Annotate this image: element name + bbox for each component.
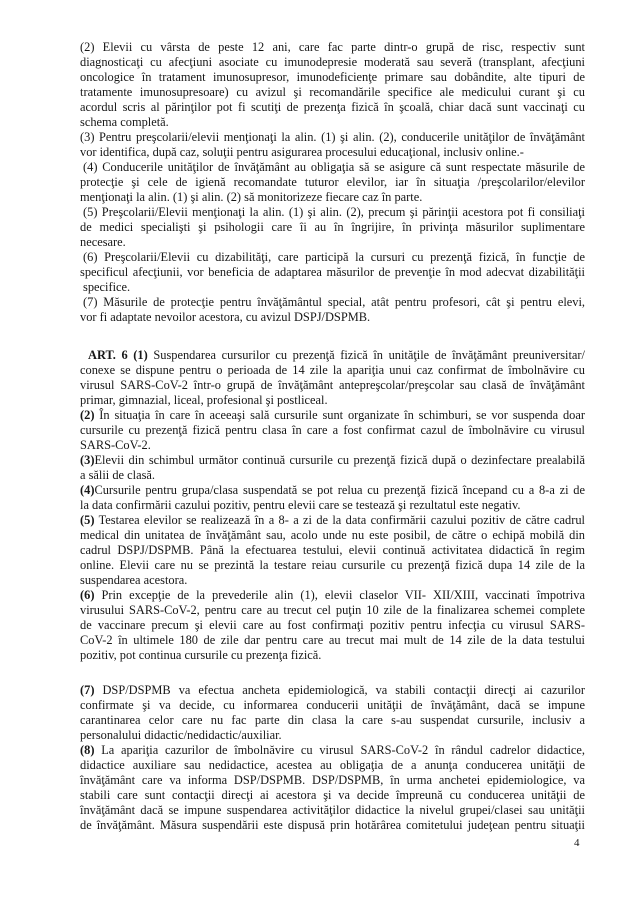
text-line: virusului SARS-CoV-2, pentru care au trecut cel puţin 10 zile de la finalizarea schemei complete: [80, 603, 585, 617]
text-line: [80, 453, 585, 468]
page-number: 4: [574, 837, 580, 849]
text-line: de medici specialişti şi psihologii care îi au în îngrijire, în privinţa măsurilor suplimentare: [80, 220, 585, 234]
paragraph-text: Prin excepţie de la prevederile alin (1), elevii claselor VII- XII/XIII, vaccinati împotriva: [94, 588, 585, 602]
text-line: (7) Măsurile de protecţie pentru învăţământul special, atât pentru profesori, cât şi pentru elevi,: [83, 295, 585, 309]
text-line: suspendarea acestora.: [80, 573, 188, 587]
text-line: specificul afecţiunii, vor beneficia de adaptarea măsurilor de prevenţie în mod adecvat dizabilităţii: [80, 265, 585, 279]
paragraph-block: [80, 40, 585, 325]
text-line: tratamente imunosupresoare) cu avizul şi recomandările specifice ale medicului curant şi cu: [80, 85, 585, 99]
text-line: cursurile cu prezenţă fizică pentru clasa în care a fost confirmat cazul de îmbolnăvire cu virusul: [80, 423, 585, 437]
paragraph-text: DSP/DSPMB va efectua ancheta epidemiologică, va stabili contacţii direcţi ai cazurilor: [94, 683, 585, 697]
text-line: [80, 483, 585, 498]
text-line: primar, gimnazial, liceal, profesional şi postliceal.: [80, 393, 328, 407]
paragraph-number: (5): [80, 513, 95, 527]
paragraph-number: (2): [80, 408, 95, 422]
article-heading: ART. 6 (1): [88, 348, 148, 362]
paragraph-number: (3): [80, 453, 95, 467]
paragraph-text: Cursurile pentru grupa/clasa suspendată se pot relua cu prezenţă fizică începand cu a 8-a zi de: [94, 483, 585, 497]
paragraph-number: (8): [80, 743, 95, 757]
text-line: (4) Conducerile unităţilor de învăţământ au obligaţia să se asigure că sunt respectate măsurile de: [83, 160, 585, 174]
text-line: [80, 588, 585, 603]
paragraph-number: (7): [80, 683, 95, 697]
paragraph-block: [80, 683, 585, 833]
paragraph-text: În situaţia în care în aceeaşi sală cursurile sunt organizate în schimburi, se vor suspenda doar: [94, 408, 585, 422]
paragraph-text: Suspendarea cursurilor cu prezenţă fizică în unităţile de învăţământ preuniversitar/: [147, 348, 585, 362]
text-line: de vaccinare precum şi elevii care au fost confirmaţi pozitiv pentru infecţia cu virusul SARS-: [80, 618, 585, 632]
text-line: [80, 408, 585, 423]
text-line: conexe se dispune pentru o perioada de 14 zile la apariţia unui caz confirmat de îmbolnăvire cu: [80, 363, 585, 377]
text-line: necesare.: [80, 235, 126, 249]
text-line: acordul scris al părinţilor pot fi scutiţi de prezenţa fizică în şcoală, chiar dacă sunt vaccinaţi cu: [80, 100, 585, 114]
paragraph-text: La apariţia cazurilor de îmbolnăvire cu virusul SARS-CoV-2 în rândul cadrelor didactice,: [94, 743, 585, 757]
text-line: protecţie şi cele de igienă recomandate tuturor elevilor, iar în situaţia /preşcolarilor/elevilor: [80, 175, 585, 189]
paragraph-number: (4): [80, 483, 95, 497]
text-line: oncologice în tratament imunosupresor, imunodeficienţe primare sau dobândite, alte tipuri de: [80, 70, 585, 84]
text-line: stabili care sunt contacţii direcţi ai acestora şi va decide împreună cu conducerea unităţii de: [80, 788, 585, 802]
text-line: menţionaţi la alin. (1) şi alin. (2) să monitorizeze fiecare caz în parte.: [80, 190, 423, 204]
text-line: (3) Pentru preşcolarii/elevii menţionaţi la alin. (1) şi alin. (2), conducerile unităţilor de învăţământ: [80, 130, 585, 144]
text-line: învăţământ care va informa DSP/DSPMB. DSP/DSPMB, în urma anchetei epidemiologice, va: [80, 773, 585, 787]
text-line: confirmate şi va decide, cu informarea conducerii unităţii de învăţământ, dacă se impune: [80, 698, 585, 712]
text-line: SARS-CoV-2.: [80, 438, 151, 452]
text-line: medical din unitatea de învăţământ sau, acolo unde nu este posibil, de către o echipă mobilă din: [80, 528, 585, 542]
text-line: vor fi adaptate nevoilor acestora, cu avizul DSPJ/DSPMB.: [80, 310, 371, 324]
text-line: [80, 348, 585, 363]
text-line: de învăţământ. Măsura suspendării este dispusă prin hotărârea comitetului judeţean pentru situaţii: [80, 818, 585, 832]
text-line: a sălii de clasă.: [80, 468, 155, 482]
text-line: [80, 513, 585, 528]
text-line: [80, 683, 585, 698]
text-line: online. Elevii care nu se prezintă la testare reiau cursurile cu prezenţă fizică dupa 14 zile de la: [80, 558, 585, 572]
text-line: carantinarea celor care nu fac parte din clasa la care s-au suspendat cursurile, inclusiv a: [80, 713, 585, 727]
paragraph-text: Testarea elevilor se realizează în a 8- a zi de la data confirmării cazului pozitiv de către cadrul: [94, 513, 585, 527]
text-line: vor identifica, după caz, soluţii pentru asigurarea procesului educaţional, inclusiv online.-: [80, 145, 524, 159]
text-line: învăţământ dacă se impune suspendarea activităţilor didactice la nivelul grupei/clasei sau unităţii: [80, 803, 585, 817]
text-line: la data confirmării cazului pozitiv, pentru elevii care se testează şi rezultatul este negativ.: [80, 498, 521, 512]
text-line: cadrul DSPJ/DSPMB. Până la efectuarea testului, elevii continuă activitatea didactică în regim: [80, 543, 585, 557]
text-line: personalului didactic/nedidactic/auxiliar.: [80, 728, 282, 742]
text-line: (2) Elevii cu vârsta de peste 12 ani, care fac parte dintr-o grupă de risc, respectiv sunt: [80, 40, 585, 54]
paragraph-text: Elevii din schimbul următor continuă cursurile cu prezenţă fizică după o dezinfectare prealabilă: [94, 453, 585, 467]
text-line: schema completă.: [80, 115, 169, 129]
paragraph-number: (6): [80, 588, 95, 602]
text-line: pozitiv, pot continua cursurile cu prezenţa fizică.: [80, 648, 322, 662]
text-line: specifice.: [83, 280, 131, 294]
text-line: didactice auxiliare sau nedidactice, acestea au obligaţia de a anunţa conducerea unităţii de: [80, 758, 585, 772]
text-line: diagnosticaţi cu afecţiuni asociate cu imunodepresie moderată sau severă (transplant, afecţiuni: [80, 55, 585, 69]
text-line: CoV-2 în ultimele 180 de zile dar pentru care au trecut mai mult de 14 zile de la data testului: [80, 633, 585, 647]
text-line: (6) Preşcolarii/Elevii cu dizabilităţi, care participă la cursuri cu prezenţă fizică, în funcţie de: [83, 250, 585, 264]
text-line: virusul SARS-CoV-2 într-o grupă de învăţământ antepreşcolar/preşcolar sau clasă de învăţământ: [80, 378, 585, 392]
text-line: (5) Preşcolarii/Elevii menţionaţi la alin. (1) şi alin. (2), precum şi părinţii acestora pot fi consiliaţi: [83, 205, 585, 219]
article-6-block: [80, 348, 585, 663]
text-line: [80, 743, 585, 758]
